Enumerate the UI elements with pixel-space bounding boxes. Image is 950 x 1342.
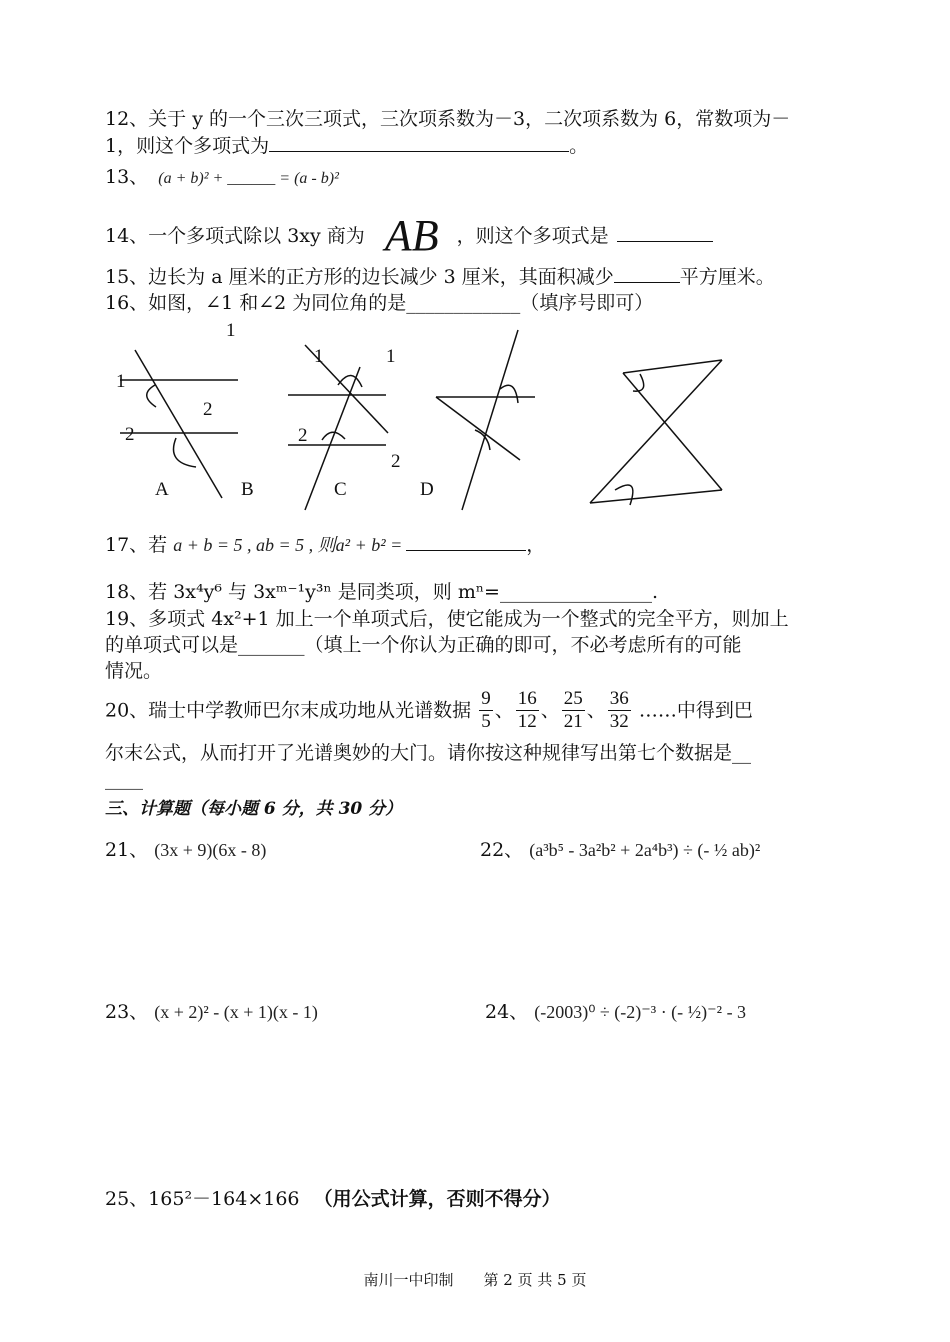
fig-c-label-2b: 2 bbox=[391, 451, 401, 472]
q19-line2: 的单项式可以是_______（填上一个你认为正确的即可，不必考虑所有的可能 bbox=[105, 634, 742, 656]
fig-c-label-1: 1 bbox=[314, 346, 324, 367]
fig-label-d: D bbox=[420, 479, 434, 500]
q21 bbox=[105, 838, 266, 862]
q14-text: 14、一个多项式除以 3xy 商为 bbox=[105, 225, 365, 247]
fig-label-1-top: 1 bbox=[226, 320, 236, 341]
q20-frac-3-den: 21 bbox=[563, 711, 583, 732]
q21-expr: (3x + 9)(6x - 8) bbox=[154, 840, 267, 860]
q17-expr: a + b = 5 , ab = 5 , 则a² + b² = bbox=[173, 535, 403, 555]
q16-figures bbox=[0, 315, 950, 515]
q22-label: 22、 bbox=[480, 839, 524, 861]
q20-frac-2-num: 16 bbox=[517, 688, 537, 709]
fig-a-label-2: 2 bbox=[203, 399, 213, 420]
q23-expr: (x + 2)² - (x + 1)(x - 1) bbox=[154, 1002, 318, 1022]
q20-text: 20、瑞士中学教师巴尔末成功地从光谱数据 bbox=[105, 699, 472, 722]
q15-text: 15、边长为 a 厘米的正方形的边长减少 3 厘米，其面积减少 bbox=[105, 266, 614, 288]
q17-tail: ， bbox=[526, 534, 546, 556]
q14 bbox=[105, 211, 713, 260]
q22 bbox=[480, 838, 760, 862]
q12-line2 bbox=[105, 133, 588, 158]
q23-label: 23、 bbox=[105, 1001, 149, 1023]
q20-frac-4-den: 32 bbox=[609, 711, 629, 732]
q20-text-end: ……中得到巴 bbox=[638, 699, 753, 722]
q14-rest: ，则这个多项式是 bbox=[456, 225, 609, 247]
q20-frac-1 bbox=[479, 688, 493, 733]
q20-frac-1-den: 5 bbox=[481, 711, 491, 732]
q20-line3: ____ bbox=[105, 768, 143, 790]
q20-frac-4-num: 36 bbox=[609, 688, 629, 709]
q16-text: 16、如图，∠1 和∠2 为同位角的是____________（填序号即可） bbox=[105, 292, 654, 314]
q20-line2: 尔末公式，从而打开了光谱奥妙的大门。请你按这种规律写出第七个数据是__ bbox=[105, 742, 752, 764]
q20-frac-3-num: 25 bbox=[563, 688, 583, 709]
fig-a-label-1: 1 bbox=[116, 371, 126, 392]
q23 bbox=[105, 1000, 318, 1024]
q20-frac-3 bbox=[562, 688, 585, 733]
q20-frac-2-den: 12 bbox=[517, 711, 537, 732]
q12-line1: 12、关于 y 的一个三次三项式，三次项系数为－3，二次项系数为 6，常数项为－ bbox=[105, 108, 791, 130]
q21-label: 21、 bbox=[105, 839, 149, 861]
q15-rest: 平方厘米。 bbox=[679, 266, 775, 288]
fig-a-label-2b: 2 bbox=[125, 424, 135, 445]
q24 bbox=[485, 1000, 746, 1024]
q17-blank bbox=[406, 538, 526, 551]
q12-line2-text: 1，则这个多项式为 bbox=[105, 135, 270, 157]
q13-expr: (a + b)² + ______ = (a - b)² bbox=[158, 170, 339, 187]
q14-blank bbox=[617, 223, 713, 242]
q17-label: 17、若 bbox=[105, 534, 168, 556]
q12-line2-end: 。 bbox=[569, 135, 589, 157]
q12-blank bbox=[269, 133, 569, 152]
q17 bbox=[105, 533, 545, 557]
q22-expr: (a³b⁵ - 3a²b² + 2a⁴b³) ÷ (- ½ ab)² bbox=[529, 840, 761, 860]
q19-line1: 19、多项式 4x²+1 加上一个单项式后，使它能成为一个整式的完全平方，则加上 bbox=[105, 608, 789, 630]
q19-line3: 情况。 bbox=[105, 660, 163, 682]
q18: 18、若 3x⁴y⁶ 与 3xᵐ⁻¹y³ⁿ 是同类项，则 mⁿ=________________. bbox=[105, 581, 659, 603]
q25 bbox=[105, 1187, 561, 1211]
q15 bbox=[105, 264, 775, 289]
section-title: 三、计算题（每小题 6 分，共 30 分） bbox=[105, 799, 403, 819]
q20-frac-4 bbox=[608, 688, 631, 733]
q15-blank bbox=[614, 264, 680, 283]
q14-ab: AB bbox=[384, 211, 439, 260]
q20-frac-2 bbox=[516, 688, 539, 733]
q24-expr: (-2003)⁰ ÷ (-2)⁻³ · (- ½)⁻² - 3 bbox=[534, 1002, 747, 1022]
fig-label-b: B bbox=[241, 479, 254, 500]
q20-frac-1-num: 9 bbox=[481, 688, 491, 709]
fig-c-label-2: 2 bbox=[298, 425, 308, 446]
q20-line1: 20、瑞士中学教师巴尔末成功地从光谱数据 $\frac{9}{5}$ 、 $\frac{16}{12}$ 、 $\frac{25}{21}$ 、 $\frac{36}{32}$ ……中得到巴 bbox=[105, 688, 753, 732]
fig-c-label-1b: 1 bbox=[386, 346, 396, 367]
q13-label: 13、 bbox=[105, 166, 149, 188]
q13 bbox=[105, 165, 339, 191]
q25-note: （用公式计算，否则不得分） bbox=[313, 1188, 561, 1210]
fig-label-a: A bbox=[155, 479, 169, 500]
q24-label: 24、 bbox=[485, 1001, 529, 1023]
q25-text: 25、165²－164×166 bbox=[105, 1188, 300, 1210]
page-footer: 南川一中印制 第 2 页 共 5 页 bbox=[363, 1271, 587, 1289]
fig-label-c: C bbox=[334, 479, 347, 500]
